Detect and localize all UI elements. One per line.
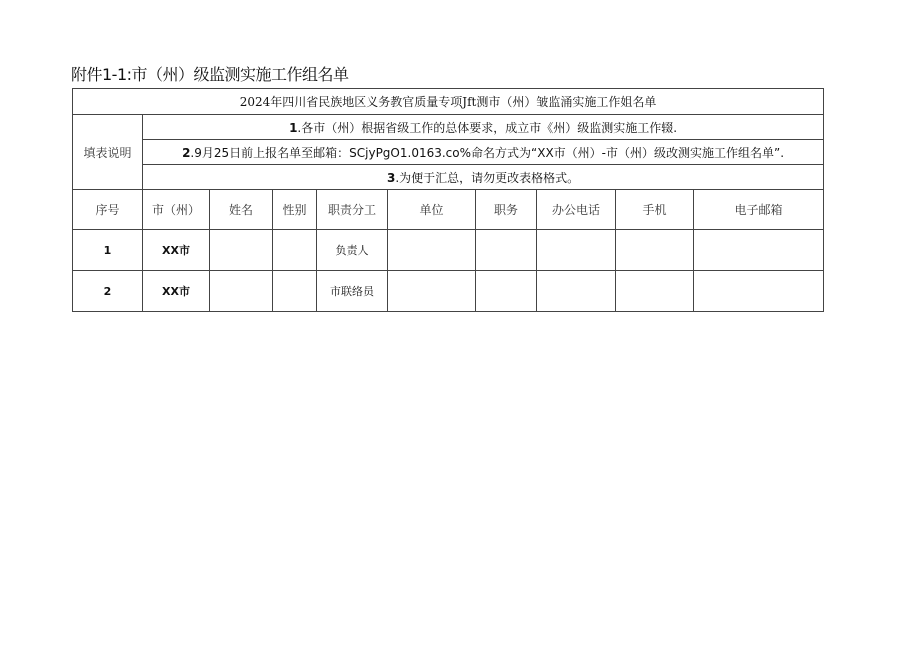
cell-duty: 市联络员 — [317, 271, 388, 312]
col-header-mobile: 手机 — [616, 190, 694, 230]
column-header-row — [73, 190, 824, 230]
note-number: 1 — [289, 120, 298, 135]
col-header-duty: 职责分工 — [317, 190, 388, 230]
cell-city: XX市 — [143, 230, 210, 271]
note-3 — [143, 165, 824, 190]
col-header-name: 姓名 — [210, 190, 273, 230]
attachment-title: 附件1-1:市（州）级监测实施工作组名单 — [71, 65, 349, 84]
cell-duty: 负责人 — [317, 230, 388, 271]
note-1 — [143, 115, 824, 140]
col-header-email: 电子邮箱 — [694, 190, 824, 230]
col-header-unit: 单位 — [388, 190, 476, 230]
cell-gender[interactable] — [273, 230, 317, 271]
col-header-office-phone: 办公电话 — [537, 190, 616, 230]
cell-email[interactable] — [694, 271, 824, 312]
note-number: 2 — [182, 145, 191, 160]
cell-mobile[interactable] — [616, 271, 694, 312]
note-2 — [143, 140, 824, 165]
cell-city: XX市 — [143, 271, 210, 312]
cell-unit[interactable] — [388, 230, 476, 271]
cell-email[interactable] — [694, 230, 824, 271]
cell-seq: 1 — [73, 230, 143, 271]
col-header-seq: 序号 — [73, 190, 143, 230]
note-number: 3 — [386, 170, 396, 185]
roster-table — [72, 88, 824, 312]
col-header-post: 职务 — [476, 190, 537, 230]
cell-office-phone[interactable] — [537, 271, 616, 312]
cell-gender[interactable] — [273, 271, 317, 312]
cell-name[interactable] — [210, 271, 273, 312]
cell-unit[interactable] — [388, 271, 476, 312]
cell-seq: 2 — [73, 271, 143, 312]
cell-office-phone[interactable] — [537, 230, 616, 271]
table-row — [73, 271, 824, 312]
note-text: .各市（州）根据省级工作的总体要求，成立市《州）级监测实施工作辍. — [297, 120, 678, 135]
cell-post[interactable] — [476, 230, 537, 271]
notes-label: 填表说明 — [73, 115, 143, 190]
cell-post[interactable] — [476, 271, 537, 312]
col-header-gender: 性别 — [273, 190, 317, 230]
cell-mobile[interactable] — [616, 230, 694, 271]
table-title: 2024年四川省民族地区义务教官质量专项Jft测市（州）皱监涌实施工作姐名单 — [73, 89, 824, 115]
cell-name[interactable] — [210, 230, 273, 271]
note-text: .9月25日前上报名单至邮箱：SCjyPgO1.0163.co%命名方式为“XX市（州）-市（州）级改测实施工作组名单”. — [190, 145, 785, 160]
table-row — [73, 230, 824, 271]
col-header-city: 市（州） — [143, 190, 210, 230]
note-text: .为便于汇总，请勿更改表格格式。 — [395, 170, 580, 185]
